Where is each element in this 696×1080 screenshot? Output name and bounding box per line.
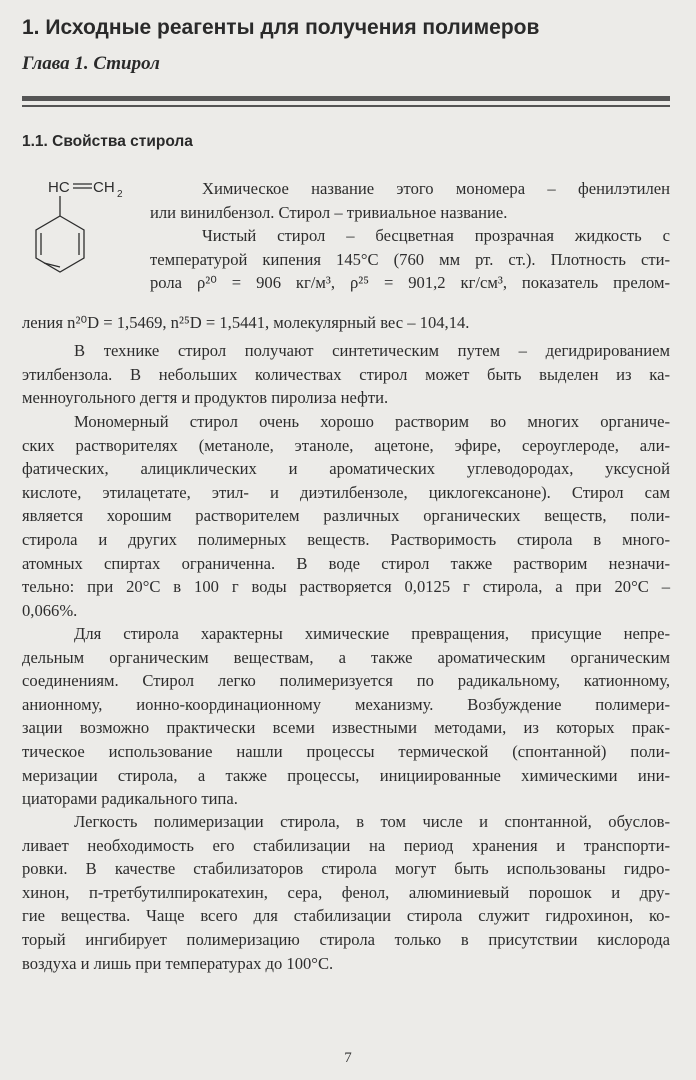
section-title: 1.1. Свойства стирола bbox=[22, 133, 193, 150]
text-line: ских растворителях (метаноле, этаноле, ацетоне, эфире, сероуглероде, али- bbox=[22, 435, 670, 455]
paragraph-reactions bbox=[22, 622, 670, 811]
text-line: Мономерный стирол очень хорошо растворим во многих органиче- bbox=[74, 412, 670, 431]
text-line: зации возможно практически всеми известными методами, из которых прак- bbox=[22, 718, 670, 738]
text-line: стирола и других полимерных веществ. Растворимость стирола в много- bbox=[22, 529, 670, 549]
text-line: менноугольного дегтя и продуктов пиролиза нефти. bbox=[22, 388, 389, 408]
text-line: тельно: при 20°С в 100 г воды растворяется 0,0125 г стирола, а при 20°С – bbox=[22, 577, 670, 597]
text-line: атомных спиртах ограниченна. В воде стирол также растворим незначи- bbox=[22, 553, 670, 573]
structure-label-subscript: 2 bbox=[117, 189, 123, 200]
paragraph-stabilization bbox=[22, 810, 670, 975]
intro-line: или винилбензол. Стирол – тривиальное название. bbox=[150, 202, 508, 222]
header-rule-thin bbox=[22, 105, 670, 107]
text-line: Легкость полимеризации стирола, в том числе и спонтанной, обуслов- bbox=[74, 812, 670, 831]
structure-label-hc: HC bbox=[48, 179, 70, 196]
paragraph-production bbox=[22, 339, 670, 410]
text-line: тическое использование нашли процессы термической (спонтанной) поли- bbox=[22, 741, 670, 761]
text-line: Для стирола характерны химические превращения, присущие непре- bbox=[74, 624, 670, 643]
ring-double-bond-bottom bbox=[44, 263, 60, 267]
text-line: фатических, алициклических и ароматических углеводородах, уксусной bbox=[22, 459, 670, 479]
intro-line: Химическое название этого мономера – фенилэтилен bbox=[202, 179, 670, 198]
text-line: хинон, п-третбутилпирокатехин, сера, фенол, алюминиевый порошок и дру- bbox=[22, 882, 670, 902]
text-line: воздуха и лишь при температурах до 100°С. bbox=[22, 953, 334, 973]
text-line: 0,066%. bbox=[22, 600, 78, 620]
chapter-title: Глава 1. Стирол bbox=[22, 53, 160, 74]
text-line: дельным органическим веществам, а также ароматическим органическим bbox=[22, 647, 670, 667]
intro-paragraph bbox=[150, 177, 670, 295]
text-line: циаторами радикального типа. bbox=[22, 789, 238, 809]
benzene-ring bbox=[36, 216, 84, 272]
intro-last-line-block bbox=[22, 311, 670, 335]
text-line: является хорошим растворителем различных органических веществ, поли- bbox=[22, 506, 670, 526]
text-line: анионному, ионно-координационному механизму. Возбуждение полимери- bbox=[22, 694, 670, 714]
text-line: В технике стирол получают синтетическим путем – дегидрированием bbox=[74, 341, 670, 360]
text-line: торый ингибирует полимеризацию стирола только в присутствии кислорода bbox=[22, 929, 670, 949]
intro-line: ления n²⁰D = 1,5469, n²⁵D = 1,5441, молекулярный вес – 104,14. bbox=[22, 313, 470, 332]
text-line: этилбензола. В небольших количествах стирол может быть выделен из ка- bbox=[22, 364, 670, 384]
page-number: 7 bbox=[344, 1050, 352, 1066]
styrene-structure-diagram bbox=[30, 175, 150, 285]
intro-line: Чистый стирол – бесцветная прозрачная жидкость с bbox=[202, 226, 670, 246]
text-line: ровки. В качестве стабилизаторов стирола могут быть использованы гидро- bbox=[22, 859, 670, 879]
text-line: кислоте, этилацетате, этил- и диэтилбензоле, циклогексаноне). Стирол сам bbox=[22, 482, 670, 502]
text-line: ливает необходимость его стабилизации на период хранения и транспорти- bbox=[22, 835, 670, 855]
header-rule-thick bbox=[22, 96, 670, 101]
intro-line: температурой кипения 145°С (760 мм рт. ст.). Плотность сти- bbox=[150, 249, 670, 269]
text-line: меризации стирола, а также процессы, инициированные химическими ини- bbox=[22, 765, 670, 785]
paragraph-solubility bbox=[22, 410, 670, 622]
intro-line: рола ρ²⁰ = 906 кг/м³, ρ²⁵ = 901,2 кг/см³, показатель прелом- bbox=[150, 273, 670, 293]
part-title: 1. Исходные реагенты для получения полимеров bbox=[22, 16, 540, 39]
structure-label-ch: CH bbox=[93, 179, 115, 196]
text-line: соединениям. Стирол легко полимеризуется по радикальному, катионному, bbox=[22, 671, 670, 691]
text-line: гие вещества. Чаще всего для стабилизации стирола служит гидрохинон, ко- bbox=[22, 906, 670, 926]
